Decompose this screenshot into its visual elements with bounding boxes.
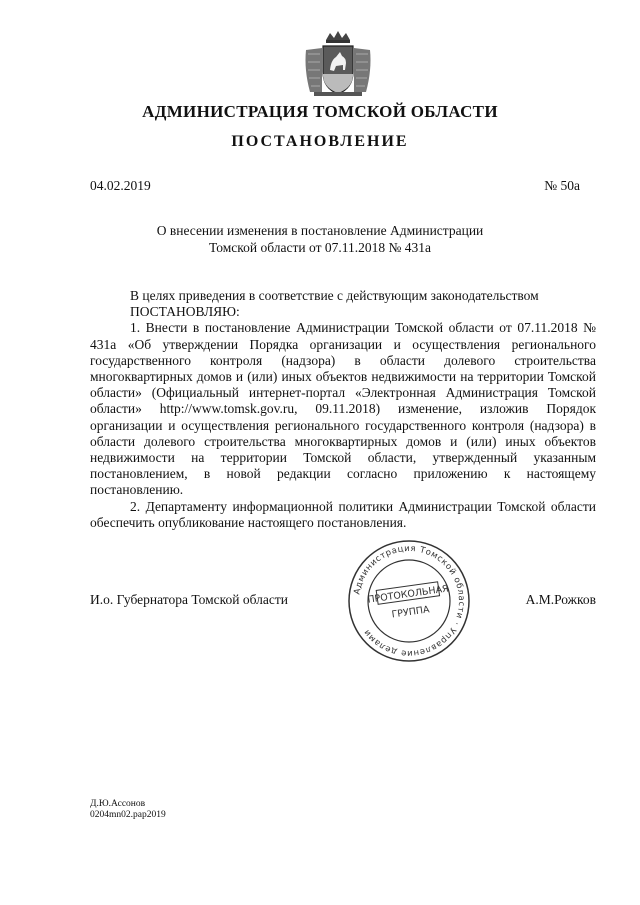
preamble: В целях приведения в соответствие с действующим законодательством bbox=[130, 288, 539, 303]
item-2: 2. Департаменту информационной политики Администрации Томской области обеспечить опубликование настоящего постановления. bbox=[90, 498, 596, 530]
tomsk-coat-of-arms-icon bbox=[300, 30, 376, 100]
decree-word: ПОСТАНОВЛЯЮ: bbox=[130, 304, 240, 320]
document-number: № 50а bbox=[544, 178, 580, 193]
signature-row bbox=[90, 592, 596, 612]
stamp-text-line-1: ПРОТОКОЛЬНАЯ bbox=[366, 583, 450, 606]
signer-name: А.М.Рожков bbox=[525, 592, 596, 607]
file-reference: 0204mn02.pap2019 bbox=[90, 810, 166, 820]
document-date: 04.02.2019 bbox=[90, 178, 151, 193]
stamp-text-line-2: ГРУППА bbox=[390, 604, 431, 621]
document-type: ПОСТАНОВЛЕНИЕ bbox=[231, 133, 409, 150]
subject-line-2: Томской области от 07.11.2018 № 431а bbox=[209, 240, 431, 255]
signer-title: И.о. Губернатора Томской области bbox=[90, 592, 288, 607]
document-subject bbox=[0, 222, 640, 256]
subject-line-1: О внесении изменения в постановление Администрации bbox=[156, 223, 484, 238]
organization-title: АДМИНИСТРАЦИЯ ТОМСКОЙ ОБЛАСТИ bbox=[142, 102, 498, 121]
document-footer bbox=[90, 799, 166, 821]
executor-name: Д.Ю.Ассонов bbox=[90, 799, 146, 809]
stamp-ring-text: Администрация Томской области · Управление делами bbox=[352, 543, 467, 659]
item-1: 1. Внести в постановление Администрации Томской области от 07.11.2018 № 431а «Об утверждении Порядка организации и осуществления регионального государственного контроля (надзора) в области долевого строительства многоквартирных домов и (или) иных объектов недвижимости на территории Томской области» (Официальный интернет-портал «Электронная Администрация Томской области» http://www.tomsk.gov.ru, 09.11.2018) изменение, изложив Порядок организации и осуществления регионального государственного контроля (надзора) в области долевого строительства многоквартирных домов и (или) иных объектов недвижимости на территории Томской области, утвержденный указанным постановлением, в новой редакции согласно приложению к настоящему постановлению. bbox=[90, 320, 596, 498]
document-body bbox=[90, 288, 596, 531]
